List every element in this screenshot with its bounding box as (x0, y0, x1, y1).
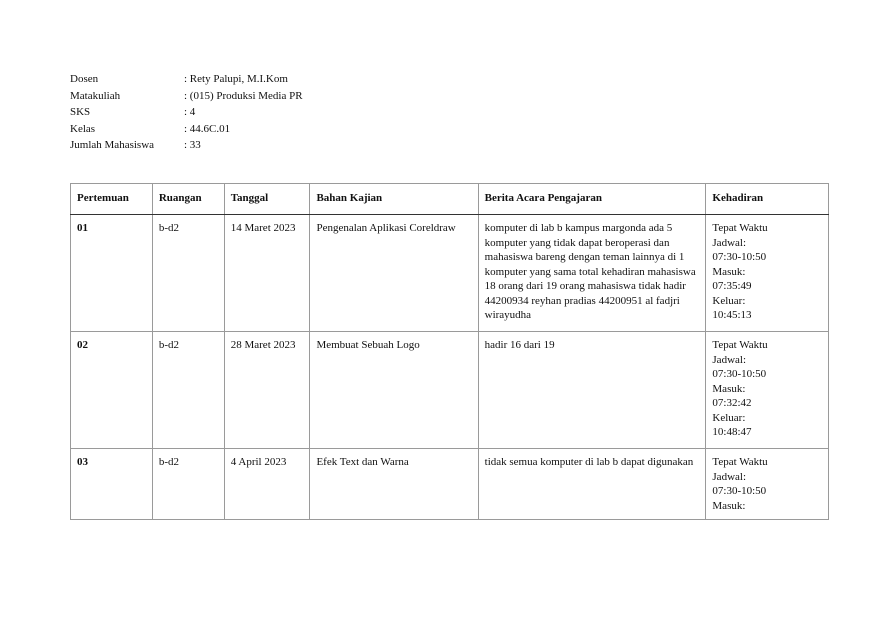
table-header-row (71, 184, 829, 215)
info-label: Jumlah Mahasiswa (70, 139, 155, 151)
cell-bahan-kajian: Membuat Sebuah Logo (310, 332, 478, 449)
attendance-in-label: Masuk: (712, 265, 746, 278)
cell-berita-acara: hadir 16 dari 19 (478, 332, 706, 449)
cell-berita-acara: tidak semua komputer di lab b dapat digunakan (478, 449, 706, 520)
header-bahan-kajian: Bahan Kajian (310, 184, 478, 215)
attendance-out-value: 10:45:13 (712, 309, 752, 321)
info-value: : 33 (184, 139, 201, 151)
attendance-in-label: Masuk: (712, 382, 746, 395)
cell-ruangan: b-d2 (152, 215, 224, 332)
info-row-kelas (70, 121, 303, 138)
header-ruangan: Ruangan (152, 184, 224, 215)
cell-kehadiran (706, 449, 829, 520)
cell-bahan-kajian: Pengenalan Aplikasi Coreldraw (310, 215, 478, 332)
header-tanggal: Tanggal (224, 184, 310, 215)
info-row-jumlah-mahasiswa (70, 137, 303, 154)
info-label: Matakuliah (70, 89, 121, 102)
info-label: Dosen (70, 73, 99, 85)
attendance-status: Tepat Waktu (712, 339, 768, 351)
attendance-schedule-label: Jadwal: (712, 470, 747, 483)
attendance-schedule-label: Jadwal: (712, 236, 747, 249)
cell-tanggal: 28 Maret 2023 (224, 332, 310, 449)
course-info (70, 71, 303, 154)
header-kehadiran: Kehadiran (706, 184, 829, 215)
cell-tanggal: 14 Maret 2023 (224, 215, 310, 332)
cell-pertemuan: 02 (71, 332, 153, 449)
header-pertemuan: Pertemuan (71, 184, 153, 215)
cell-kehadiran (706, 215, 829, 332)
attendance-schedule-value: 07:30-10:50 (712, 251, 767, 263)
attendance-out-label: Keluar: (712, 294, 746, 307)
attendance-schedule-value: 07:30-10:50 (712, 485, 767, 497)
cell-pertemuan: 03 (71, 449, 153, 520)
attendance-in-label: Masuk: (712, 499, 746, 512)
info-label: SKS (70, 106, 91, 118)
table-row (71, 215, 829, 332)
info-value: : 4 (184, 106, 196, 118)
info-row-matakuliah (70, 88, 303, 105)
info-value: : 44.6C.01 (184, 122, 231, 135)
meeting-log-table (70, 183, 829, 520)
info-row-sks (70, 104, 303, 121)
cell-tanggal: 4 April 2023 (224, 449, 310, 520)
info-value: : (015) Produksi Media PR (184, 89, 303, 102)
attendance-in-value: 07:35:49 (712, 280, 752, 292)
table-row (71, 332, 829, 449)
info-row-dosen (70, 71, 303, 88)
cell-ruangan: b-d2 (152, 332, 224, 449)
cell-bahan-kajian: Efek Text dan Warna (310, 449, 478, 520)
attendance-out-value: 10:48:47 (712, 426, 752, 438)
attendance-out-label: Keluar: (712, 411, 746, 424)
cell-berita-acara: komputer di lab b kampus margonda ada 5 komputer yang tidak dapat beroperasi dan mahasiswa bareng dengan teman lainnya di 1 komputer yang sama total kehadiran mahasiswa 18 orang dari 19 orang mahasiswa tidak hadir 44200934 reyhan pradias 44200951 al fadjri wirayudha (478, 215, 706, 332)
info-value: : Rety Palupi, M.I.Kom (184, 73, 288, 85)
cell-kehadiran (706, 332, 829, 449)
attendance-schedule-value: 07:30-10:50 (712, 368, 767, 380)
cell-pertemuan: 01 (71, 215, 153, 332)
attendance-status: Tepat Waktu (712, 222, 768, 234)
info-label: Kelas (70, 122, 96, 135)
attendance-schedule-label: Jadwal: (712, 353, 747, 366)
attendance-status: Tepat Waktu (712, 456, 768, 468)
header-berita-acara: Berita Acara Pengajaran (478, 184, 706, 215)
attendance-in-value: 07:32:42 (712, 397, 752, 409)
cell-ruangan: b-d2 (152, 449, 224, 520)
table-row (71, 449, 829, 520)
